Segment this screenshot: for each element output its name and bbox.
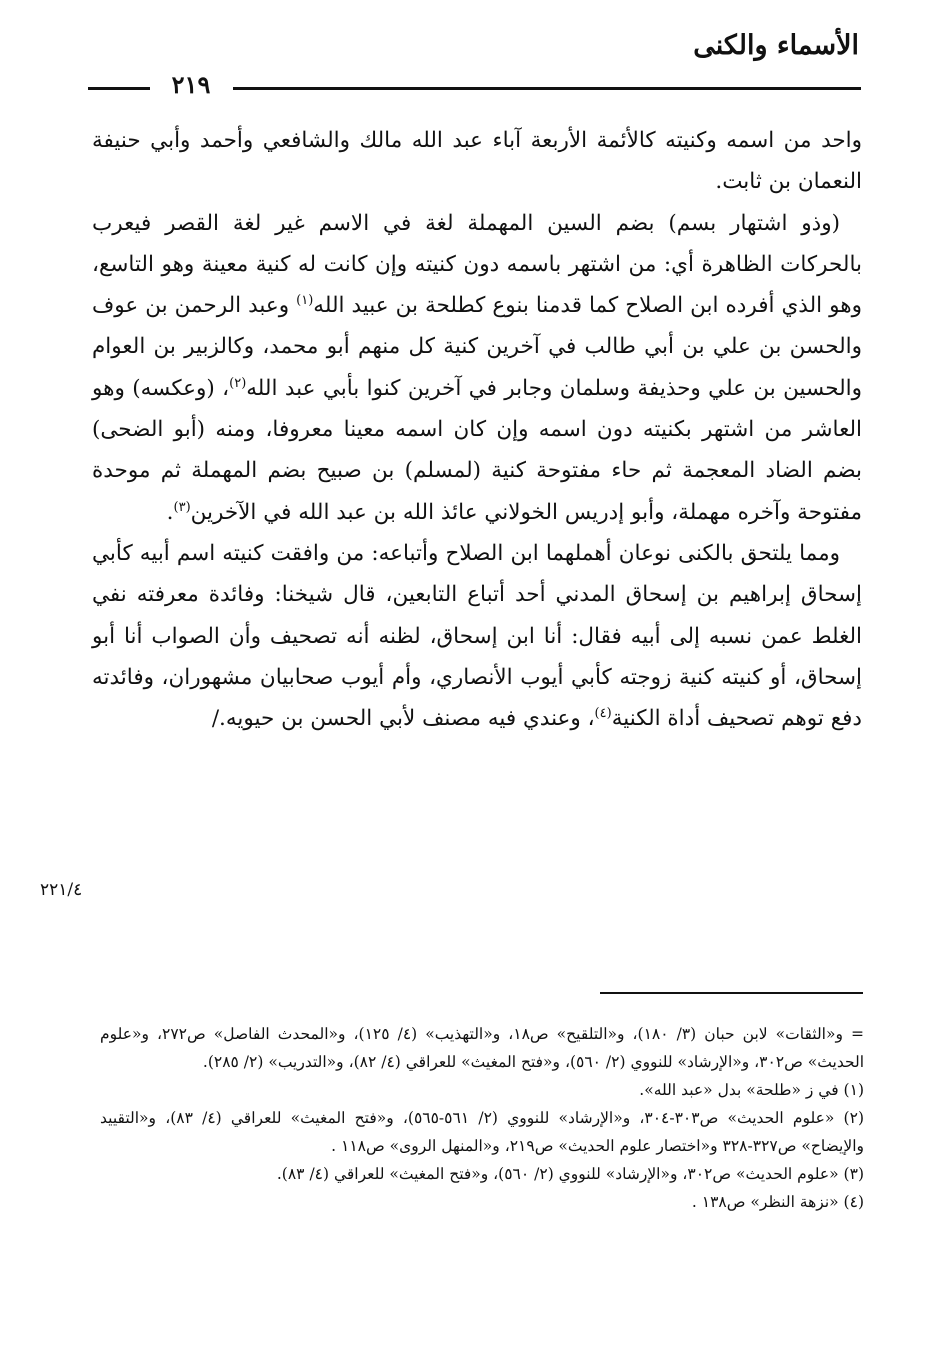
footnote-ref: (٤) — [594, 706, 612, 721]
footnote-item: (١) في ز «طلحة» بدل «عبد الله». — [639, 1081, 864, 1099]
paragraph — [92, 203, 862, 533]
header-rule-left — [88, 87, 150, 90]
footnote-ref: (١) — [296, 293, 314, 309]
footnote-continuation: = و«الثقات» لابن حبان (٣/ ١٨٠)، و«التلقيح» ص١٨، و«التهذيب» (٤/ ١٢٥)، و«المحدث الفاصل» ص٢٧٢، و«علوم الحديث» ص٣٠٢، و«الإرشاد» للنووي (٢/ ٥٦٠)، و«فتح المغيث» للعراقي (٤/ ٨٢)، و«التدريب» (٢/ ٢٨٥). — [100, 1025, 864, 1071]
footnote-separator — [600, 992, 863, 994]
footnote-ref: (٣) — [173, 499, 191, 515]
paragraph-text: ومما يلتحق بالكنى نوعان أهملهما ابن الصلاح وأتباعه: من وافقت كنيته اسم أبيه كأبي إسحاق إبراهيم بن إسحاق المدني أحد أتباع التابعين، قال شيخنا: وفائدة معرفته نفي الغلط عمن نسبه إلى أبيه فقال: أنا ابن إسحاق، لظنه أنه تصحيف وأن الصواب أنا أبو إسحاق، أو كنيته كنية زوجته كأبي أيوب الأنصاري، وأم أيوب صحابيان مشهوران، وفائدته دفع توهم تصحيف أداة الكنية — [92, 540, 862, 732]
paragraph-text: ، وعندي فيه مصنف لأبي الحسن بن حيويه./ — [211, 706, 595, 732]
paragraph-text: ، (وعكسه) وهو العاشر من اشتهر بكنيته دون اسمه وإن كان اسمه معينا معروفا، ومنه (أبو الضحى) بضم الضاد المعجمة ثم حاء مفتوحة كنية (لمسلم) بن صبيح بضم المهملة ثم موحدة مفتوحة وآخره مهملة، وأبو إدريس الخولاني عائذ الله بن عبد الله في الآخرين — [92, 375, 862, 525]
paragraph — [92, 120, 862, 203]
page-number: ٢١٩ — [171, 70, 211, 99]
footnote-ref: (٢) — [229, 375, 247, 391]
margin-reference: ٢٢١/٤ — [40, 880, 83, 900]
footnotes — [100, 1020, 864, 1216]
header-rule-right — [233, 87, 861, 90]
paragraph-text: واحد من اسمه وكنيته كالأئمة الأربعة آباء عبد الله مالك والشافعي وأحمد وأبي حنيفة النعمان بن ثابت. — [92, 128, 862, 195]
paragraph-text: . — [166, 499, 174, 525]
footnote-item: (٤) «نزهة النظر» ص١٣٨ . — [691, 1193, 864, 1211]
paragraph-text: (وذو اشتهار بسم) بضم السين المهملة لغة في الاسم غير لغة القصر فيعرب بالحركات الظاهرة أي: من اشتهر باسمه دون كنيته وإن كانت له كنية معينة وهو التاسع، وهو الذي أفرده ابن الصلاح كما قدمنا بنوع كطلحة بن عبيد الله — [92, 210, 862, 319]
paragraph — [92, 533, 862, 739]
running-title: الأسماء والكنى — [693, 30, 859, 61]
footnote-item: (٣) «علوم الحديث» ص٣٠٢، و«الإرشاد» للنووي (٢/ ٥٦٠)، و«فتح المغيث» للعراقي (٤/ ٨٣). — [276, 1165, 864, 1183]
paragraph-text: وعبد الرحمن بن عوف والحسن بن علي بن أبي طالب في آخرين كنية كل منهم أبو محمد، وكالزبير بن العوام والحسين بن علي وحذيفة وسلمان وجابر في آخرين كنوا بأبي عبد الله — [92, 293, 862, 401]
footnote-item: (٢) «علوم الحديث» ص٣٠٣-٣٠٤، و«الإرشاد» للنووي (٢/ ٥٦١-٥٦٥)، و«فتح المغيث» للعراقي (٤/ ٨٣)، و«التقييد والإيضاح» ص٣٢٧-٣٢٨ و«اختصار علوم الحديث» ص٢١٩، و«المنهل الروى» ص١١٨ . — [100, 1109, 864, 1155]
main-text — [92, 120, 862, 739]
